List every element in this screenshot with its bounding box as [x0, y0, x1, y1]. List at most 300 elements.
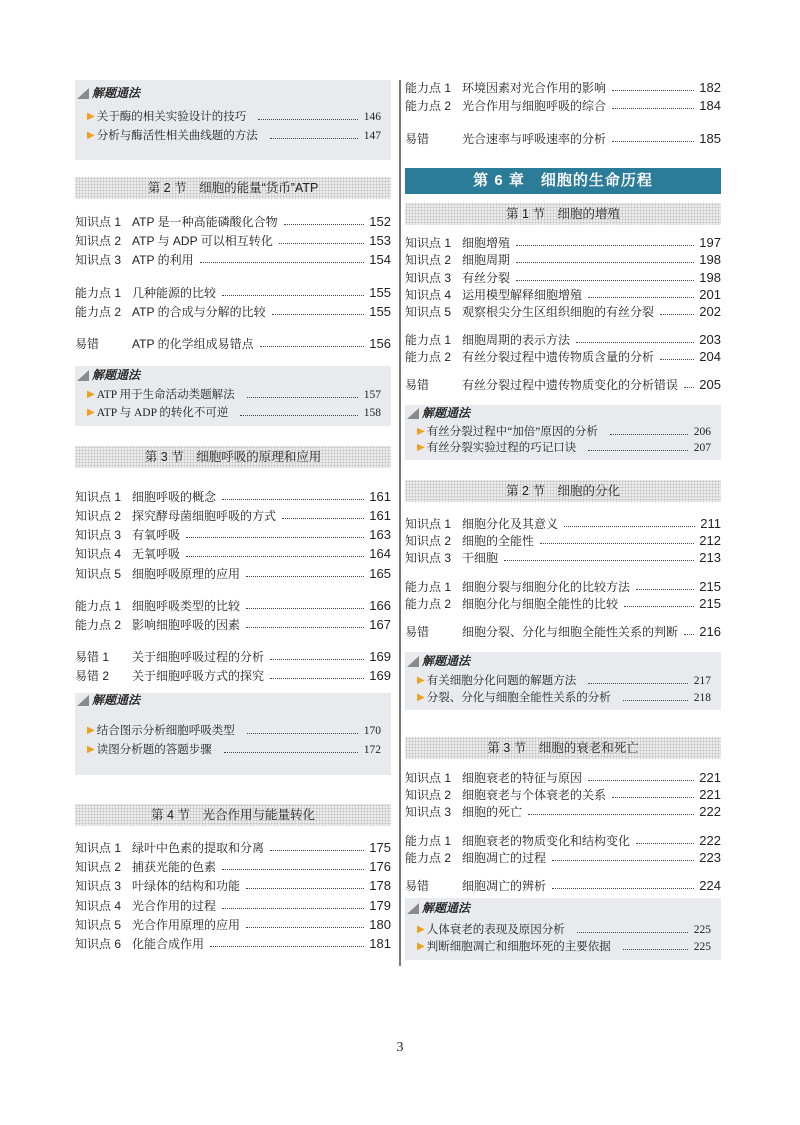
entry-label: 知识点 3: [405, 271, 452, 285]
dot-leader: [200, 252, 365, 263]
entry-page: 169: [369, 649, 391, 664]
entry-title: ATP 的化学组成易错点: [132, 337, 254, 351]
toc-entry[interactable]: [75, 489, 391, 505]
arrow-right-icon: ▶: [417, 941, 425, 952]
entry-label: 易错: [405, 879, 430, 893]
tip-item[interactable]: [417, 922, 711, 938]
dot-leader: [612, 131, 694, 142]
entry-page: 212: [699, 533, 721, 548]
tip-item-page: 218: [693, 692, 711, 704]
dot-leader: [224, 742, 358, 753]
arrow-right-icon: ▶: [87, 725, 95, 736]
entry-title: 细胞凋亡的辨析: [462, 879, 547, 893]
dot-leader: [284, 214, 365, 225]
entry-label: 知识点 2: [405, 534, 452, 548]
entry-label: 知识点 3: [75, 528, 122, 542]
toc-entry[interactable]: [75, 214, 391, 230]
entry-title: 环境因素对光合作用的影响: [462, 81, 607, 95]
dot-leader: [623, 690, 688, 701]
tip-header-label: 解题通法: [92, 368, 141, 382]
toc-entry[interactable]: [405, 850, 721, 866]
entry-title: 细胞的全能性: [462, 534, 535, 548]
tip-item-title: 分析与酶活性相关曲线题的方法: [96, 130, 258, 142]
tip-header: [407, 900, 470, 916]
tip-header: [77, 85, 140, 101]
tip-item-title: 关于酶的相关实验设计的技巧: [96, 111, 247, 123]
dot-leader: [222, 285, 364, 296]
toc-entry[interactable]: [75, 898, 391, 914]
entry-page: 182: [699, 80, 721, 95]
arrow-right-icon: ▶: [87, 130, 95, 141]
dot-leader: [577, 922, 688, 933]
dot-leader: [684, 624, 694, 635]
entry-label: 易错 1: [75, 650, 110, 664]
chapter-header[interactable]: 第 6 章 细胞的生命历程: [405, 168, 721, 194]
entry-title: ATP 的合成与分解的比较: [132, 305, 266, 319]
arrow-right-icon: ▶: [87, 111, 95, 122]
entry-label: 易错 2: [75, 669, 110, 683]
tip-item[interactable]: [417, 690, 711, 706]
entry-title: 关于细胞呼吸方式的探究: [132, 669, 265, 683]
tip-item-page: 172: [363, 744, 381, 756]
tip-box: [75, 80, 391, 160]
entry-title: 关于细胞呼吸过程的分析: [132, 650, 265, 664]
entry-page: 205: [699, 377, 721, 392]
toc-entry[interactable]: [75, 527, 391, 543]
entry-title: 捕获光能的色素: [132, 860, 217, 874]
dot-leader: [222, 898, 364, 909]
entry-label: 知识点 1: [75, 841, 122, 855]
tip-item-page: 146: [363, 111, 381, 123]
dot-leader: [660, 349, 694, 360]
dot-leader: [552, 850, 694, 861]
tip-item-title: 人体衰老的表现及原因分析: [426, 924, 565, 936]
entry-label: 知识点 2: [75, 509, 122, 523]
entry-page: 164: [369, 546, 391, 561]
entry-page: 155: [369, 285, 391, 300]
entry-page: 165: [369, 566, 391, 581]
entry-title: 细胞呼吸原理的应用: [132, 567, 241, 581]
dot-leader: [516, 252, 694, 263]
entry-title: 细胞呼吸类型的比较: [132, 599, 241, 613]
toc-entry[interactable]: [405, 98, 721, 114]
entry-title: 绿叶中色素的提取和分离: [132, 841, 265, 855]
toc-entry[interactable]: [75, 233, 391, 249]
arrow-right-icon: ▶: [87, 744, 95, 755]
tip-item-page: 225: [693, 941, 711, 953]
entry-title: 化能合成作用: [132, 937, 205, 951]
section-header[interactable]: 第 2 节 细胞的能量“货币”ATP: [75, 177, 391, 199]
entry-page: 184: [699, 98, 721, 113]
dot-leader: [240, 405, 357, 416]
arrow-right-icon: ▶: [87, 407, 95, 418]
toc-entry[interactable]: [405, 270, 721, 286]
toc-entry[interactable]: [405, 80, 721, 96]
entry-label: 易错: [405, 378, 430, 392]
dot-leader: [588, 287, 694, 298]
toc-entry[interactable]: [75, 285, 391, 301]
dot-leader: [636, 833, 694, 844]
tip-box: [405, 652, 721, 710]
toc-entry[interactable]: [405, 550, 721, 566]
dot-leader: [552, 878, 694, 889]
tip-item[interactable]: [87, 387, 381, 403]
toc-entry[interactable]: [405, 349, 721, 365]
tip-header-label: 解题通法: [422, 406, 471, 420]
dot-leader: [528, 804, 694, 815]
dot-leader: [247, 723, 358, 734]
dot-leader: [624, 596, 694, 607]
dot-leader: [516, 270, 694, 281]
tip-item-page: 225: [693, 924, 711, 936]
arrow-right-icon: ▶: [417, 442, 425, 453]
toc-entry[interactable]: [75, 617, 391, 633]
dot-leader: [623, 939, 688, 950]
toc-entry[interactable]: [405, 770, 721, 786]
tip-item[interactable]: [417, 424, 711, 440]
toc-entry[interactable]: [405, 624, 721, 640]
entry-label: 知识点 3: [405, 805, 452, 819]
tip-header-label: 解题通法: [92, 693, 141, 707]
toc-entry[interactable]: [405, 596, 721, 612]
tip-item-page: 170: [363, 725, 381, 737]
arrow-right-icon: ▶: [417, 692, 425, 703]
entry-label: 知识点 5: [405, 305, 452, 319]
entry-label: 知识点 1: [405, 236, 452, 250]
dot-leader: [247, 387, 358, 398]
entry-label: 能力点 1: [405, 580, 452, 594]
entry-page: 211: [700, 516, 721, 531]
entry-label: 能力点 2: [405, 350, 452, 364]
entry-title: 影响细胞呼吸的因素: [132, 618, 241, 632]
entry-label: 知识点 2: [405, 788, 452, 802]
entry-page: 216: [699, 624, 721, 639]
entry-title: 光合速率与呼吸速率的分析: [462, 132, 607, 146]
entry-title: 细胞周期: [462, 253, 511, 267]
entry-label: 知识点 4: [75, 547, 122, 561]
tip-item[interactable]: [87, 405, 381, 421]
dot-leader: [186, 546, 364, 557]
entry-label: 知识点 1: [75, 490, 122, 504]
section-header[interactable]: 第 2 节 细胞的分化: [405, 480, 721, 502]
entry-page: 215: [699, 596, 721, 611]
tip-item[interactable]: [87, 128, 381, 144]
toc-entry[interactable]: [75, 917, 391, 933]
entry-page: 161: [369, 508, 391, 523]
entry-title: 光合作用的过程: [132, 899, 217, 913]
arrow-right-icon: ▶: [417, 924, 425, 935]
arrow-right-icon: ▶: [417, 426, 425, 437]
entry-title: 细胞增殖: [462, 236, 511, 250]
entry-title: 细胞衰老的物质变化和结构变化: [462, 834, 631, 848]
entry-label: 能力点 1: [405, 81, 452, 95]
entry-page: 180: [369, 917, 391, 932]
entry-label: 能力点 2: [405, 99, 452, 113]
entry-title: ATP 与 ADP 可以相互转化: [132, 234, 273, 248]
toc-entry[interactable]: [405, 833, 721, 849]
tip-item-title: 有丝分裂实验过程的巧记口诀: [426, 442, 577, 454]
dot-leader: [270, 668, 364, 679]
toc-entry[interactable]: [75, 649, 391, 665]
entry-label: 知识点 1: [405, 771, 452, 785]
entry-page: 222: [699, 833, 721, 848]
entry-label: 知识点 4: [405, 288, 452, 302]
dot-leader: [270, 840, 364, 851]
toc-entry[interactable]: [405, 533, 721, 549]
entry-label: 能力点 1: [405, 333, 452, 347]
triangle-icon: [77, 370, 89, 381]
entry-page: 197: [699, 235, 721, 250]
toc-entry[interactable]: [405, 579, 721, 595]
entry-title: 几种能源的比较: [132, 286, 217, 300]
entry-page: 176: [369, 859, 391, 874]
toc-right-column: [405, 0, 721, 1000]
entry-page: 169: [369, 668, 391, 683]
tip-item-page: 147: [363, 130, 381, 142]
entry-title: 无氧呼吸: [132, 547, 181, 561]
tip-item-title: 分裂、分化与细胞全能性关系的分析: [426, 692, 611, 704]
tip-item-page: 206: [693, 426, 711, 438]
section-header[interactable]: 第 4 节 光合作用与能量转化: [75, 804, 391, 826]
dot-leader: [610, 424, 688, 435]
tip-item-page: 158: [363, 407, 381, 419]
entry-title: 细胞周期的表示方法: [462, 333, 571, 347]
entry-page: 202: [699, 304, 721, 319]
entry-page: 155: [369, 304, 391, 319]
entry-label: 能力点 2: [405, 851, 452, 865]
entry-page: 198: [699, 270, 721, 285]
entry-title: 细胞衰老的特征与原因: [462, 771, 583, 785]
toc-entry[interactable]: [75, 336, 391, 352]
triangle-icon: [407, 903, 419, 914]
tip-item[interactable]: [87, 109, 381, 125]
toc-entry[interactable]: [75, 598, 391, 614]
entry-label: 知识点 3: [405, 551, 452, 565]
tip-header: [77, 367, 140, 383]
tip-item-page: 157: [363, 389, 381, 401]
dot-leader: [588, 440, 688, 451]
entry-title: 光合作用原理的应用: [132, 918, 241, 932]
tip-item[interactable]: [417, 939, 711, 955]
dot-leader: [612, 787, 694, 798]
entry-page: 163: [369, 527, 391, 542]
toc-entry[interactable]: [75, 936, 391, 952]
entry-title: 光合作用与细胞呼吸的综合: [462, 99, 607, 113]
entry-page: 175: [369, 840, 391, 855]
dot-leader: [588, 673, 688, 684]
tip-header: [77, 692, 140, 708]
dot-leader: [270, 128, 358, 139]
entry-title: 观察根尖分生区组织细胞的有丝分裂: [462, 305, 655, 319]
page-number: 3: [396, 1040, 404, 1055]
entry-label: 易错: [405, 132, 430, 146]
entry-page: 166: [369, 598, 391, 613]
dot-leader: [210, 936, 364, 947]
tip-header: [407, 653, 470, 669]
entry-label: 知识点 1: [75, 215, 122, 229]
dot-leader: [636, 579, 694, 590]
entry-label: 易错: [405, 625, 430, 639]
entry-page: 154: [369, 252, 391, 267]
tip-item-title: 判断细胞凋亡和细胞坏死的主要依据: [426, 941, 611, 953]
entry-page: 167: [369, 617, 391, 632]
tip-header: [407, 405, 470, 421]
toc-entry[interactable]: [75, 508, 391, 524]
dot-leader: [272, 304, 365, 315]
toc-entry[interactable]: [75, 668, 391, 684]
dot-leader: [246, 617, 364, 628]
dot-leader: [612, 98, 694, 109]
section-header[interactable]: 第 3 节 细胞呼吸的原理和应用: [75, 446, 391, 468]
triangle-icon: [407, 408, 419, 419]
entry-page: 156: [369, 336, 391, 351]
toc-entry[interactable]: [405, 304, 721, 320]
entry-page: 203: [699, 332, 721, 347]
entry-page: 224: [699, 878, 721, 893]
entry-label: 知识点 2: [75, 860, 122, 874]
entry-title: 细胞凋亡的过程: [462, 851, 547, 865]
tip-item-title: ATP 用于生命活动类题解法: [96, 389, 235, 401]
tip-item-page: 207: [693, 442, 711, 454]
entry-page: 215: [699, 579, 721, 594]
entry-title: 有丝分裂: [462, 271, 511, 285]
toc-entry[interactable]: [75, 546, 391, 562]
entry-title: 叶绿体的结构和功能: [132, 879, 241, 893]
dot-leader: [246, 878, 364, 889]
dot-leader: [222, 859, 364, 870]
entry-page: 198: [699, 252, 721, 267]
dot-leader: [258, 109, 358, 120]
dot-leader: [246, 598, 364, 609]
toc-entry[interactable]: [405, 252, 721, 268]
dot-leader: [270, 649, 364, 660]
entry-label: 能力点 2: [75, 618, 122, 632]
toc-entry[interactable]: [405, 516, 721, 532]
entry-title: 运用模型解释细胞增殖: [462, 288, 583, 302]
dot-leader: [516, 235, 694, 246]
tip-item-title: 读图分析题的答题步骤: [96, 744, 212, 756]
toc-left-column: [75, 0, 391, 1000]
tip-box: [405, 898, 721, 960]
toc-entry[interactable]: [75, 878, 391, 894]
tip-item-title: ATP 与 ADP 的转化不可逆: [96, 407, 229, 419]
entry-page: 222: [699, 804, 721, 819]
entry-label: 能力点 2: [405, 597, 452, 611]
tip-header-label: 解题通法: [92, 86, 141, 100]
toc-entry[interactable]: [75, 252, 391, 268]
entry-page: 161: [369, 489, 391, 504]
tip-item-title: 结合图示分析细胞呼吸类型: [96, 725, 235, 737]
dot-leader: [612, 80, 694, 91]
dot-leader: [576, 332, 694, 343]
toc-entry[interactable]: [405, 287, 721, 303]
toc-entry[interactable]: [405, 377, 721, 393]
entry-title: 有丝分裂过程中遗传物质含量的分析: [462, 350, 655, 364]
entry-title: 有氧呼吸: [132, 528, 181, 542]
toc-entry[interactable]: [75, 859, 391, 875]
entry-page: 221: [699, 787, 721, 802]
entry-label: 知识点 1: [405, 517, 452, 531]
tip-item[interactable]: [417, 440, 711, 456]
toc-entry[interactable]: [405, 787, 721, 803]
entry-title: 细胞分化及其意义: [462, 517, 559, 531]
toc-entry[interactable]: [405, 131, 721, 147]
dot-leader: [246, 917, 364, 928]
toc-entry[interactable]: [75, 304, 391, 320]
entry-label: 知识点 3: [75, 879, 122, 893]
entry-label: 知识点 2: [75, 234, 122, 248]
entry-page: 178: [369, 878, 391, 893]
entry-page: 181: [369, 936, 391, 951]
toc-entry[interactable]: [75, 840, 391, 856]
toc-entry[interactable]: [405, 804, 721, 820]
entry-page: 185: [699, 131, 721, 146]
entry-title: 干细胞: [462, 551, 499, 565]
entry-page: 204: [699, 349, 721, 364]
dot-leader: [684, 377, 694, 388]
triangle-icon: [77, 88, 89, 99]
dot-leader: [279, 233, 365, 244]
entry-label: 知识点 4: [75, 899, 122, 913]
entry-page: 153: [369, 233, 391, 248]
entry-title: ATP 的利用: [132, 253, 194, 267]
entry-page: 201: [699, 287, 721, 302]
tip-item[interactable]: [87, 723, 381, 739]
entry-page: 152: [369, 214, 391, 229]
entry-title: 细胞分裂与细胞分化的比较方法: [462, 580, 631, 594]
entry-title: 有丝分裂过程中遗传物质变化的分析错误: [462, 378, 679, 392]
entry-title: 细胞分裂、分化与细胞全能性关系的判断: [462, 625, 679, 639]
section-header[interactable]: 第 3 节 细胞的衰老和死亡: [405, 737, 721, 759]
entry-label: 能力点 1: [75, 286, 122, 300]
entry-title: 细胞的死亡: [462, 805, 523, 819]
tip-header-label: 解题通法: [422, 901, 471, 915]
entry-label: 能力点 2: [75, 305, 122, 319]
tip-item-title: 有丝分裂过程中“加倍”原因的分析: [426, 426, 598, 438]
toc-entry[interactable]: [405, 235, 721, 251]
triangle-icon: [407, 656, 419, 667]
entry-label: 能力点 1: [75, 599, 122, 613]
entry-page: 223: [699, 850, 721, 865]
tip-item[interactable]: [87, 742, 381, 758]
dot-leader: [540, 533, 694, 544]
tip-item[interactable]: [417, 673, 711, 689]
entry-title: 细胞分化与细胞全能性的比较: [462, 597, 619, 611]
dot-leader: [186, 527, 364, 538]
toc-entry[interactable]: [405, 878, 721, 894]
entry-label: 知识点 2: [405, 253, 452, 267]
column-divider: [399, 80, 401, 966]
dot-leader: [222, 489, 364, 500]
arrow-right-icon: ▶: [417, 675, 425, 686]
entry-page: 213: [699, 550, 721, 565]
entry-label: 知识点 6: [75, 937, 122, 951]
section-header[interactable]: 第 1 节 细胞的增殖: [405, 203, 721, 225]
entry-title: ATP 是一种高能磷酸化合物: [132, 215, 278, 229]
entry-label: 知识点 5: [75, 918, 122, 932]
entry-title: 细胞呼吸的概念: [132, 490, 217, 504]
dot-leader: [588, 770, 694, 781]
toc-entry[interactable]: [75, 566, 391, 582]
dot-leader: [504, 550, 694, 561]
dot-leader: [260, 336, 365, 347]
dot-leader: [564, 516, 695, 527]
entry-title: 探究酵母菌细胞呼吸的方式: [132, 509, 277, 523]
entry-label: 能力点 1: [405, 834, 452, 848]
tip-header-label: 解题通法: [422, 654, 471, 668]
toc-entry[interactable]: [405, 332, 721, 348]
dot-leader: [660, 304, 694, 315]
